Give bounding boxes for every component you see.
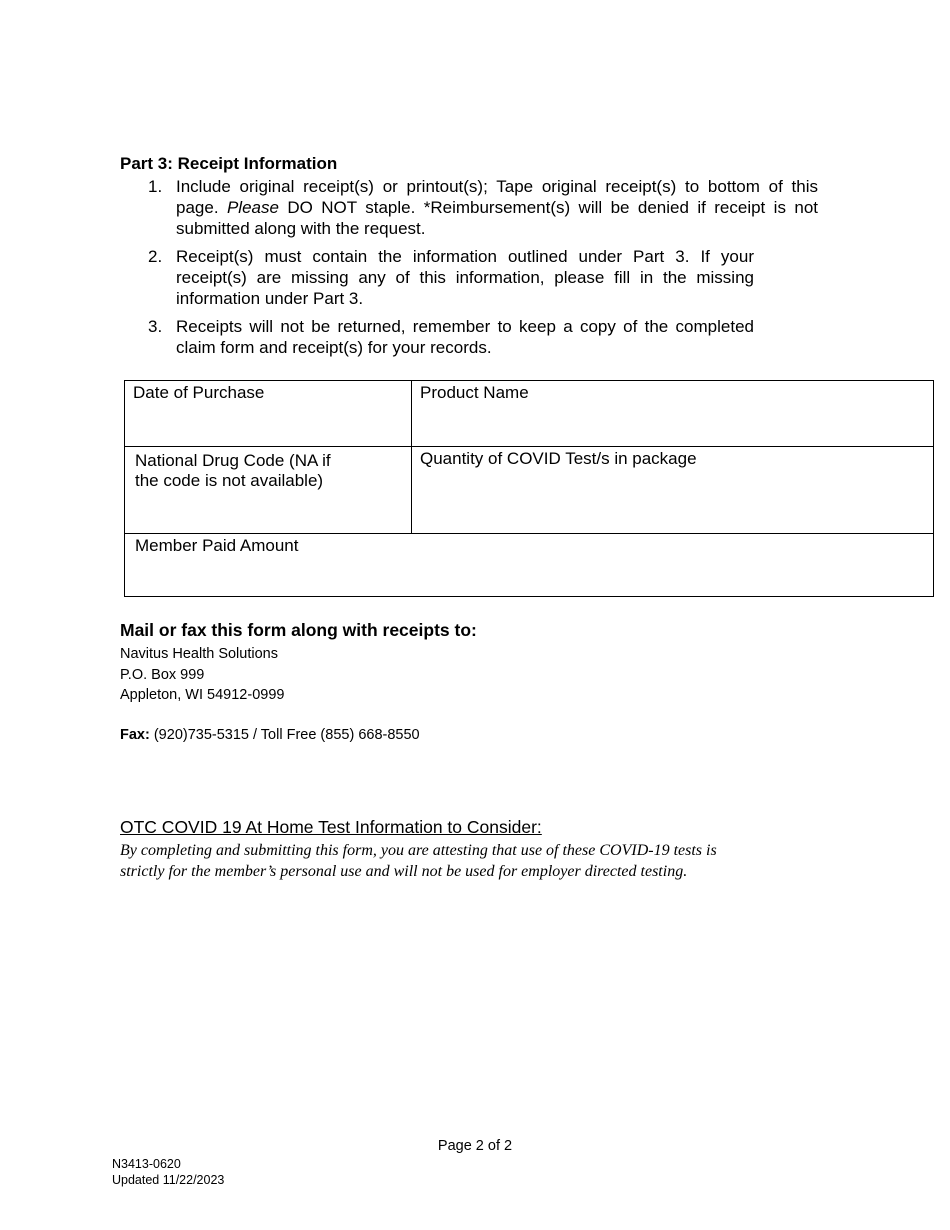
instruction-emphasis: Please <box>226 198 279 217</box>
ndc-field[interactable] <box>125 447 412 534</box>
attestation-text <box>120 840 800 882</box>
quantity-label: Quantity of COVID Test/s in package <box>420 449 697 468</box>
instruction-item-3 <box>120 316 754 358</box>
otc-heading: OTC COVID 19 At Home Test Information to Consider: <box>120 817 542 837</box>
part3-heading: Part 3: Receipt Information <box>120 154 338 173</box>
form-id: N3413-0620 <box>112 1157 181 1171</box>
address-line: Navitus Health Solutions <box>120 646 278 662</box>
mail-heading: Mail or fax this form along with receipts to: <box>120 620 477 640</box>
ndc-label-line2: the code is not available) <box>135 471 324 490</box>
instruction-number: 1. <box>148 177 163 196</box>
instruction-item-1 <box>120 176 818 239</box>
instructions-list <box>120 176 820 365</box>
instruction-text: Receipts will not be returned, remember to keep a copy of the completed claim form and receipt(s) for your records. <box>176 317 754 357</box>
date-of-purchase-field[interactable] <box>125 381 412 447</box>
attestation-line: strictly for the member’s personal use and will not be used for employer directed testing. <box>120 863 688 880</box>
page-number: Page 2 of 2 <box>437 1138 513 1154</box>
mailing-address <box>120 644 284 706</box>
receipt-info-table <box>124 380 934 597</box>
instruction-text: Receipt(s) must contain the information outlined under Part 3. If your receipt(s) are missing any of this information, please fill in the missing information under Part 3. <box>176 247 754 308</box>
fax-info <box>120 727 420 743</box>
member-paid-amount-field[interactable] <box>125 534 934 597</box>
address-line: Appleton, WI 54912-0999 <box>120 687 285 703</box>
instruction-number: 3. <box>148 317 163 336</box>
fax-label: Fax: <box>120 727 150 743</box>
instruction-item-2 <box>120 246 754 309</box>
attestation-line: By completing and submitting this form, you are attesting that use of these COVID-19 tests is <box>120 842 717 859</box>
ndc-label-line1: National Drug Code (NA if <box>135 451 331 470</box>
instruction-text: Include original receipt(s) or printout(s); Tape original receipt(s) to bottom of this page. <box>176 177 818 217</box>
quantity-field[interactable] <box>412 447 934 534</box>
date-of-purchase-label: Date of Purchase <box>133 383 265 402</box>
product-name-label: Product Name <box>420 383 529 402</box>
updated-date: Updated 11/22/2023 <box>112 1172 225 1187</box>
form-footer <box>112 1157 224 1188</box>
instruction-number: 2. <box>148 247 163 266</box>
address-line: P.O. Box 999 <box>120 666 205 683</box>
fax-number: (920)735-5315 / Toll Free (855) 668-8550 <box>149 727 420 743</box>
instruction-text: DO NOT staple. *Reimbursement(s) will be denied if receipt is not submitted along with the request. <box>176 198 819 238</box>
member-paid-amount-label: Member Paid Amount <box>135 536 299 555</box>
product-name-field[interactable] <box>412 381 934 447</box>
